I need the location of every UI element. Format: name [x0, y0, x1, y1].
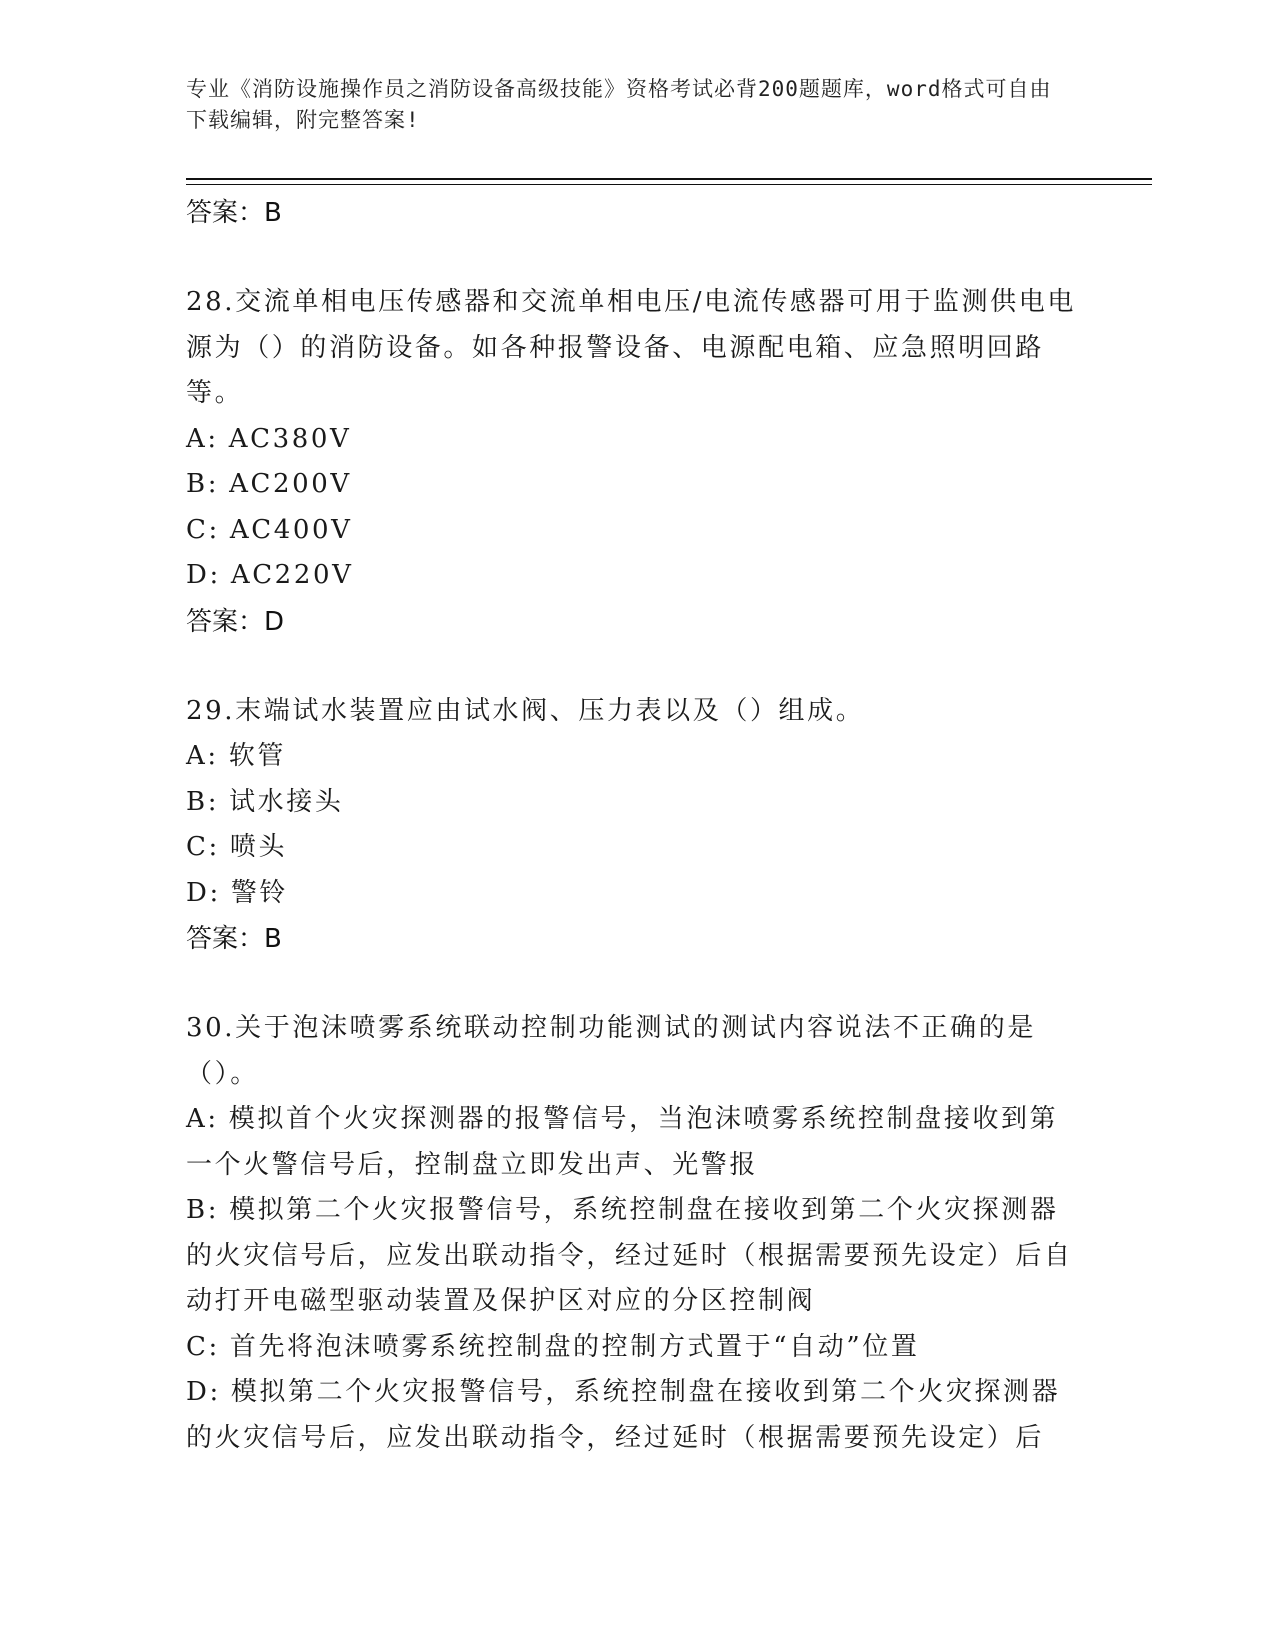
option-label: A:: [186, 1104, 219, 1134]
option-text: 模拟第二个火灾报警信号，系统控制盘在接收到第二个火灾探测器的火灾信号后，应发出联动指令，经过延时（根据需要预先设定）后: [186, 1377, 1061, 1453]
question-number: 29.: [186, 695, 236, 726]
option-d: [186, 1370, 1086, 1461]
option-label: D:: [186, 1377, 221, 1407]
option-c: [186, 825, 1086, 871]
option-b: [186, 1188, 1086, 1325]
option-label: C:: [186, 514, 220, 545]
question-28: [186, 280, 1086, 645]
question-29: [186, 689, 1086, 963]
option-label: C:: [186, 832, 220, 862]
option-label: C:: [186, 1331, 220, 1362]
option-text: 警铃: [230, 877, 289, 908]
answer-value: D: [264, 606, 285, 637]
option-d: [186, 553, 1086, 599]
option-b: [186, 462, 1086, 508]
question-text: [186, 1006, 1086, 1097]
option-text: 试水接头: [229, 786, 344, 817]
answer-line: [186, 190, 1086, 236]
option-text: 首先将泡沫喷雾系统控制盘的控制方式置于“自动”位置: [229, 1331, 920, 1362]
answer-value: B: [264, 198, 282, 228]
option-a: [186, 734, 1086, 780]
option-label: A:: [186, 741, 219, 771]
option-label: B:: [186, 469, 220, 499]
question-stem: 末端试水装置应由试水阀、压力表以及（）组成。: [235, 695, 865, 726]
answer-line: [186, 599, 1086, 645]
question-number: 30.: [186, 1013, 236, 1043]
option-label: B:: [186, 786, 220, 817]
option-text: AC200V: [229, 469, 352, 499]
option-text: 软管: [228, 741, 286, 771]
page-header-title: 专业《消防设施操作员之消防设备高级技能》资格考试必背200题题库，word格式可自由下载编辑，附完整答案!: [186, 77, 1052, 132]
option-text: AC380V: [228, 423, 352, 454]
question-stem: 交流单相电压传感器和交流单相电压/电流传感器可用于监测供电电源为（）的消防设备。如各种报警设备、电源配电箱、应急照明回路等。: [186, 287, 1076, 408]
option-a: [186, 1097, 1086, 1188]
option-label: D:: [186, 877, 221, 908]
option-label: B:: [186, 1195, 220, 1225]
option-d: [186, 871, 1086, 917]
option-c: [186, 1325, 1086, 1371]
answer-label: 答案：: [186, 606, 265, 637]
answer-label: 答案：: [186, 924, 265, 954]
option-text: 模拟第二个火灾报警信号，系统控制盘在接收到第二个火灾探测器的火灾信号后，应发出联动指令，经过延时（根据需要预先设定）后自动打开电磁型驱动装置及保护区对应的分区控制阀: [186, 1195, 1073, 1316]
answer-value: B: [264, 924, 282, 954]
answer-label: 答案：: [186, 198, 265, 228]
option-label: A:: [186, 423, 219, 454]
option-a: [186, 417, 1086, 463]
question-list: [186, 186, 1086, 1461]
option-text: 模拟首个火灾探测器的报警信号，当泡沫喷雾系统控制盘接收到第一个火警信号后，控制盘立即发出声、光警报: [186, 1104, 1059, 1180]
option-text: AC220V: [230, 560, 354, 590]
question-text: [186, 689, 1086, 735]
question-text: [186, 280, 1086, 417]
question-30: [186, 1006, 1086, 1461]
option-text: 喷头: [229, 832, 288, 862]
option-text: AC400V: [229, 514, 353, 545]
option-c: [186, 508, 1086, 554]
question-number: 28.: [186, 287, 236, 317]
option-b: [186, 780, 1086, 826]
option-label: D:: [186, 560, 221, 590]
question-stem: 关于泡沫喷雾系统联动控制功能测试的测试内容说法不正确的是（）。: [186, 1013, 1036, 1089]
header-divider: [186, 178, 1152, 185]
answer-line: [186, 916, 1086, 962]
